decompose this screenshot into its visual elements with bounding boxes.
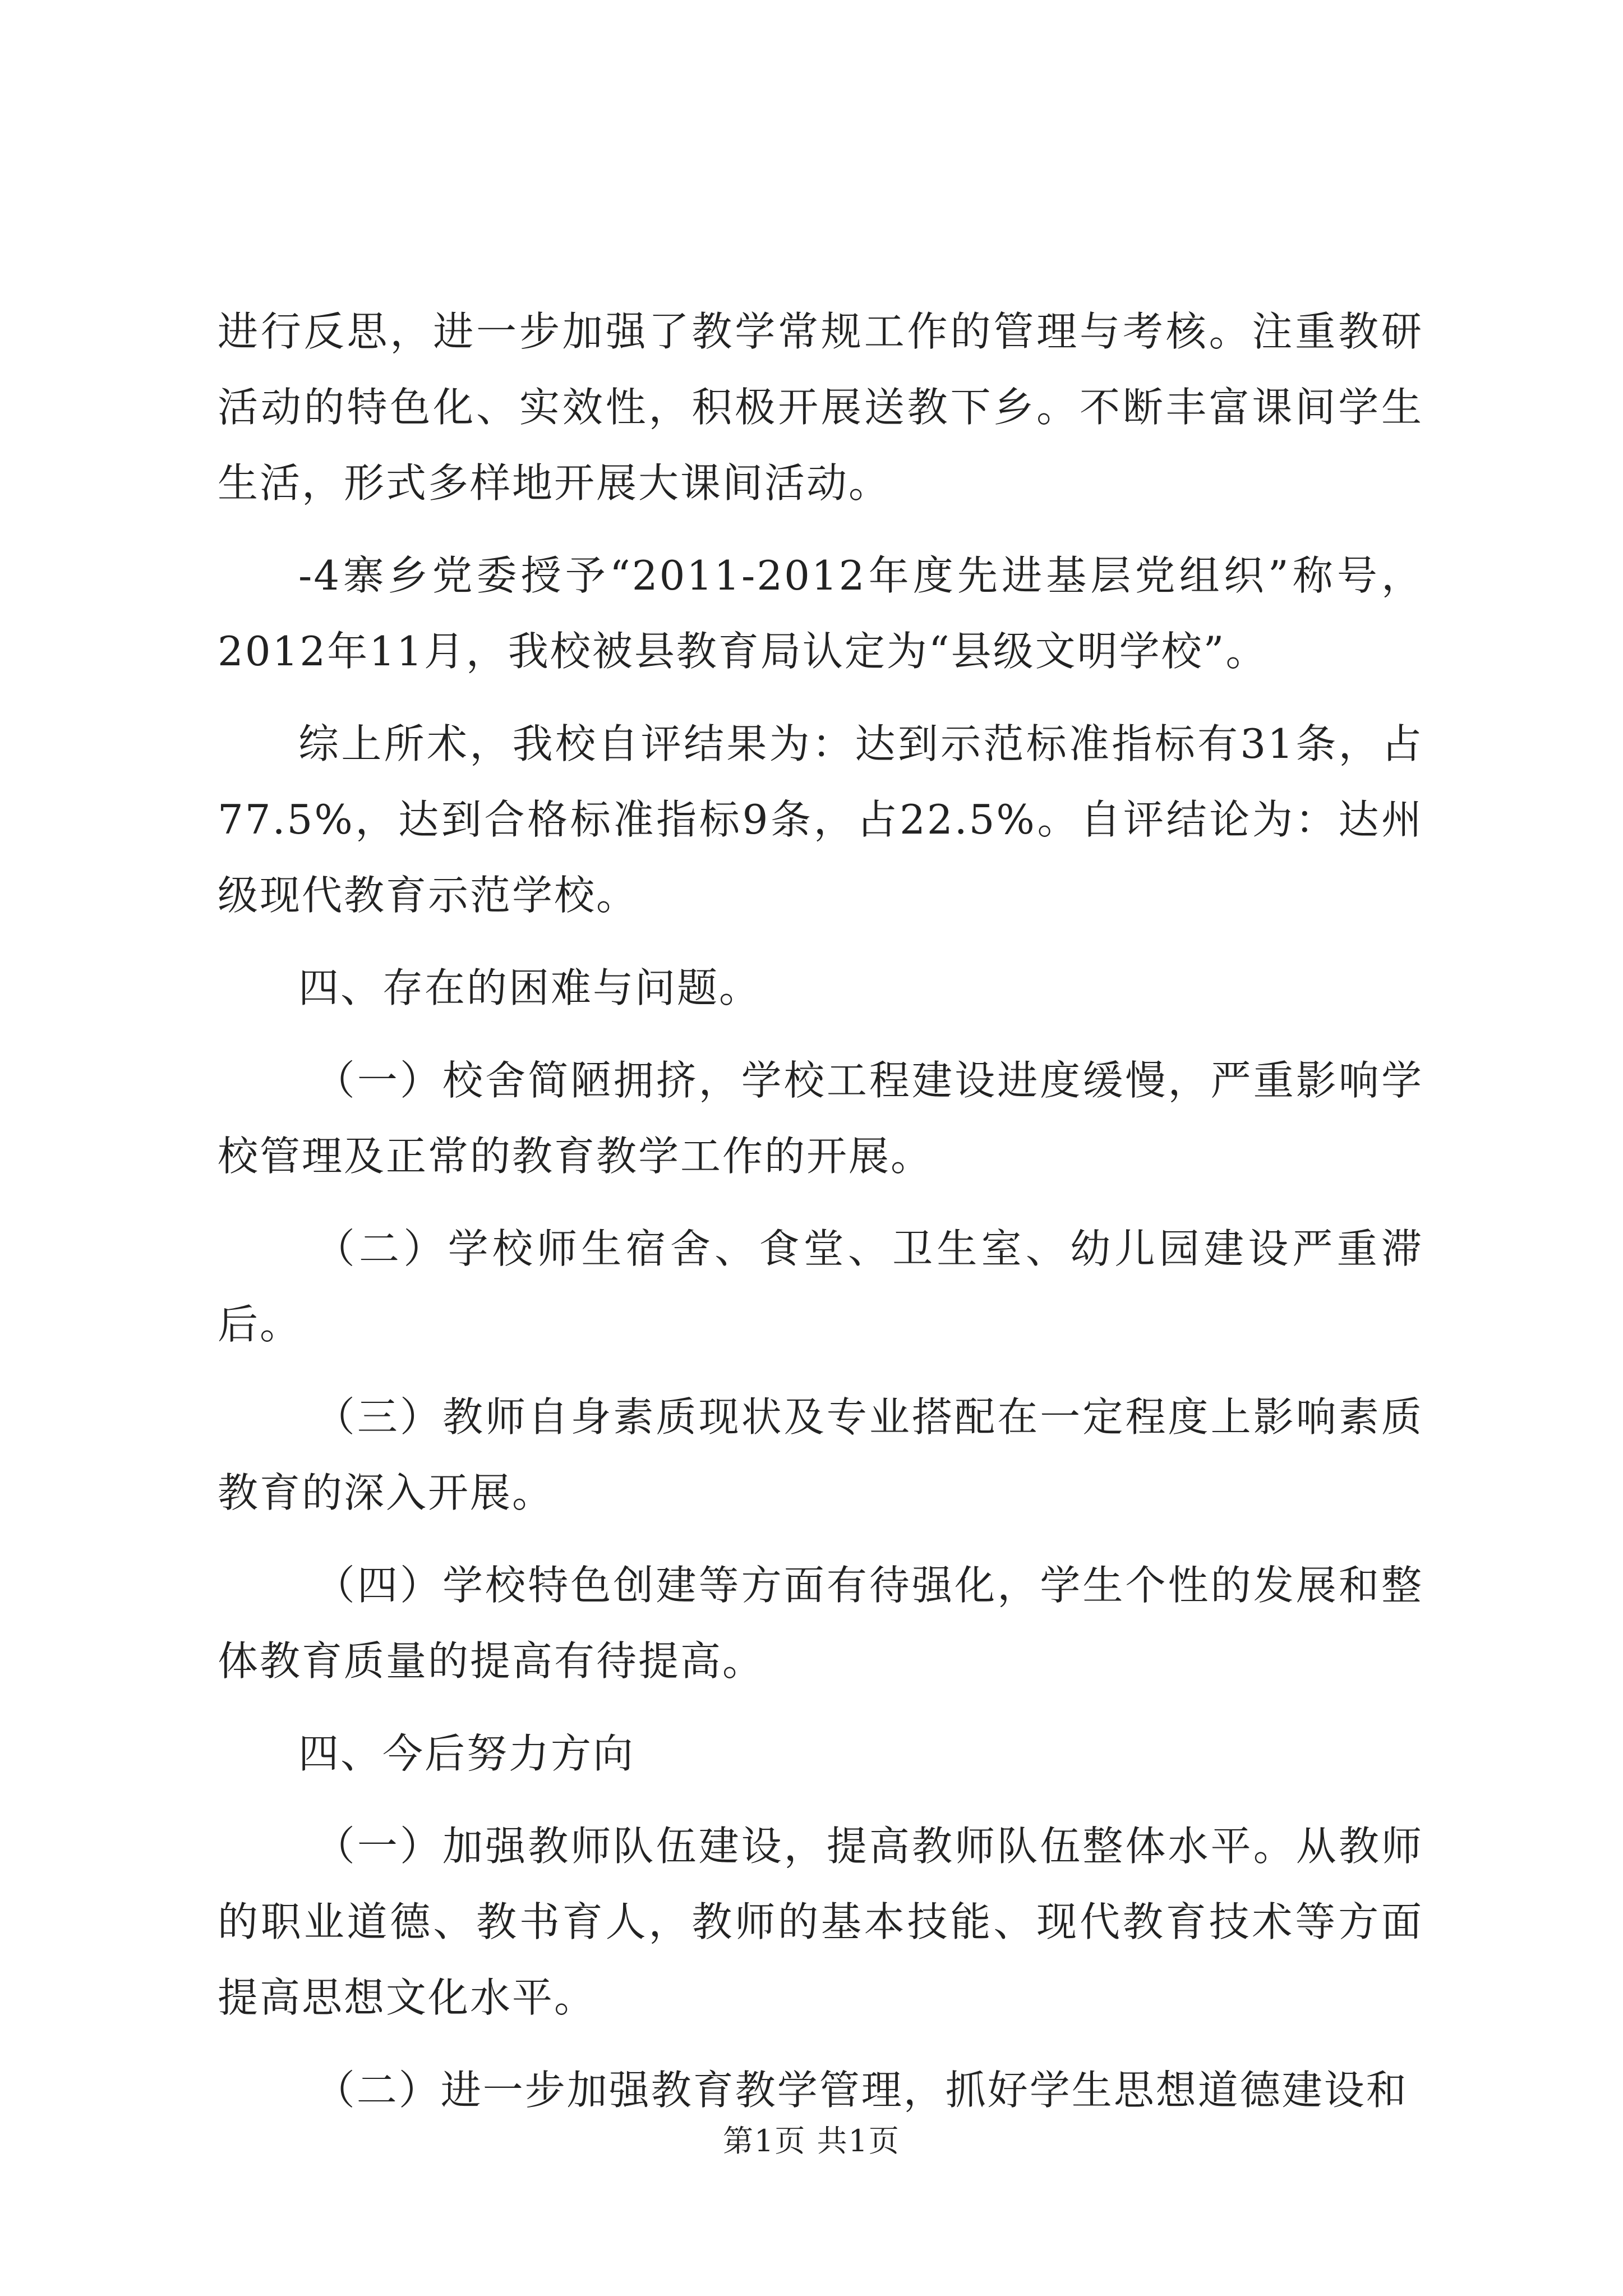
problem-item-2: （二）学校师生宿舍、食堂、卫生室、幼儿园建设严重滞后。 xyxy=(218,1225,1423,1348)
problem-item-1: （一）校舍简陋拥挤，学校工程建设进度缓慢，严重影响学校管理及正常的教育教学工作的开展。 xyxy=(218,1057,1423,1180)
document-body xyxy=(218,294,1423,2145)
page-footer: 第1页 共1页 xyxy=(723,2123,900,2159)
direction-item-1: （一）加强教师队伍建设，提高教师队伍整体水平。从教师的职业道德、教书育人，教师的基本技能、现代教育技术等方面提高思想文化水平。 xyxy=(218,1823,1423,2021)
direction-item-2: （二）进一步加强教育教学管理，抓好学生思想道德建设和 xyxy=(314,2067,1408,2114)
paragraph-self-evaluation: 综上所术，我校自评结果为：达到示范标准指标有31条，占77.5%，达到合格标准指标9条，占22.5%。自评结论为：达州级现代教育示范学校。 xyxy=(218,720,1423,919)
paragraph-award: -4寨乡党委授予“2011-2012年度先进基层党组织”称号，2012年11月，我校被县教育局认定为“县级文明学校”。 xyxy=(218,552,1423,675)
paragraph-continuation: 进行反思，进一步加强了教学常规工作的管理与考核。注重教研活动的特色化、实效性，积极开展送教下乡。不断丰富课间学生生活，形式多样地开展大课间活动。 xyxy=(218,308,1423,507)
problem-item-3: （三）教师自身素质现状及专业搭配在一定程度上影响素质教育的深入开展。 xyxy=(218,1393,1423,1516)
problem-item-4: （四）学校特色创建等方面有待强化，学生个性的发展和整体教育质量的提高有待提高。 xyxy=(218,1562,1423,1685)
section-heading-direction: 四、今后努力方向 xyxy=(298,1730,635,1777)
section-heading-problems: 四、存在的困难与问题。 xyxy=(298,964,762,1011)
